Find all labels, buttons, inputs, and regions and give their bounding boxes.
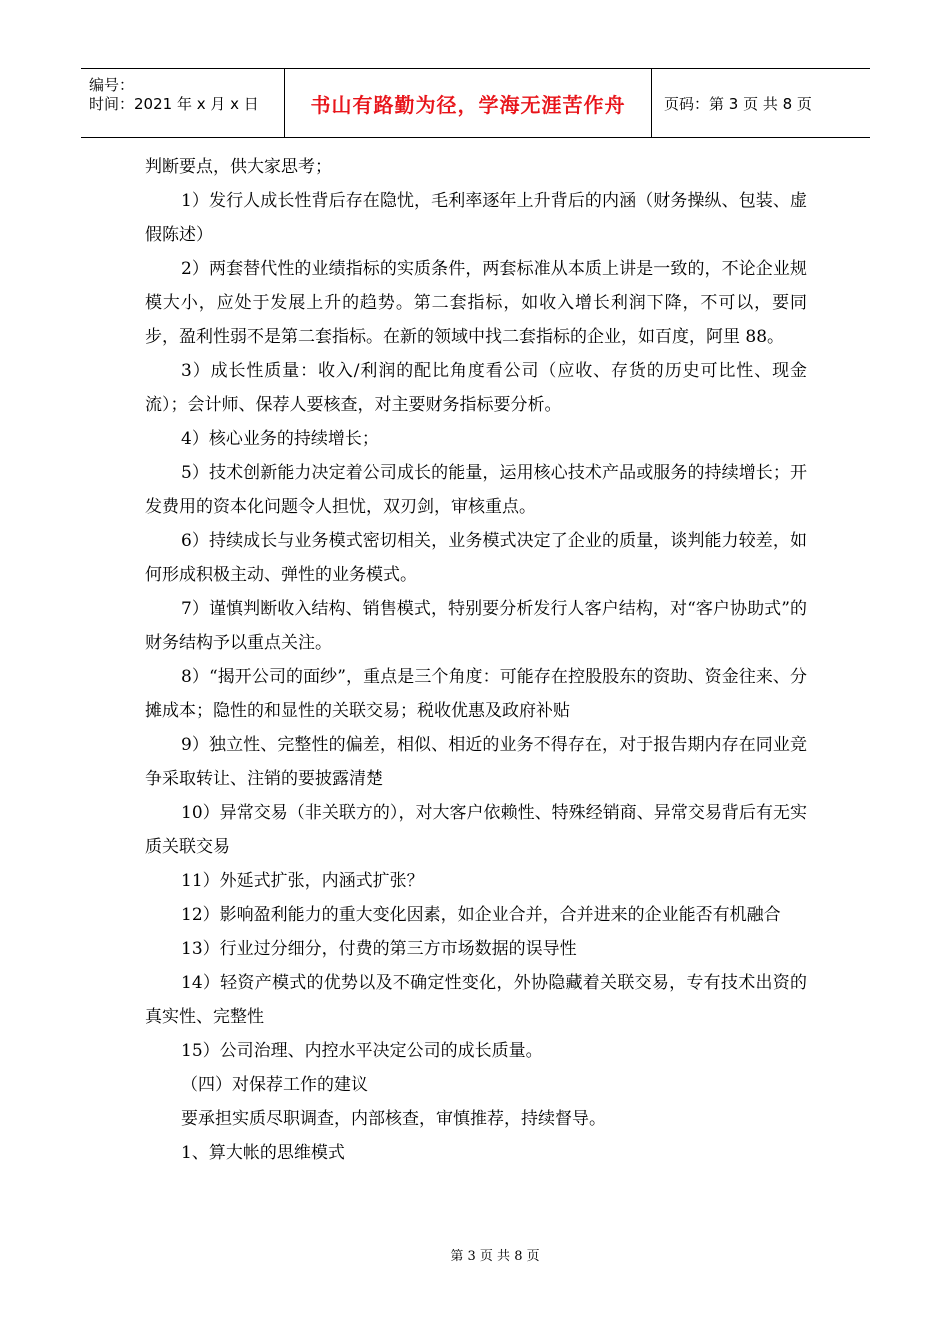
- paragraph: 8）“揭开公司的面纱”，重点是三个角度：可能存在控股股东的资助、资金往来、分摊成本；隐性的和显性的关联交易；税收优惠及政府补贴: [145, 667, 807, 721]
- paragraph: 要承担实质尽职调查，内部核查，审慎推荐，持续督导。: [181, 1109, 606, 1129]
- paragraph: 4）核心业务的持续增长；: [181, 429, 379, 449]
- paragraph: 6）持续成长与业务模式密切相关，业务模式决定了企业的质量，谈判能力较差，如何形成积极主动、弹性的业务模式。: [145, 531, 807, 585]
- document-body: [145, 150, 807, 1170]
- paragraph: 11）外延式扩张，内涵式扩张？: [181, 871, 424, 891]
- paragraph: 2）两套替代性的业绩指标的实质条件，两套标准从本质上讲是一致的，不论企业规模大小，应处于发展上升的趋势。第二套指标，如收入增长利润下降，不可以，要同步，盈利性弱不是第二套指标。在新的领域中找二套指标的企业，如百度，阿里 88。: [145, 259, 807, 347]
- paragraph: 1、算大帐的思维模式: [181, 1143, 345, 1163]
- motto: 书山有路勤为径，学海无涯苦作舟: [310, 92, 626, 117]
- paragraph: 10）异常交易（非关联方的），对大客户依赖性、特殊经销商、异常交易背后有无实质关联交易: [145, 803, 807, 857]
- paragraph: 14）轻资产模式的优势以及不确定性变化，外协隐藏着关联交易，专有技术出资的真实性、完整性: [145, 973, 807, 1027]
- header-page-info: 页码：第 3 页 共 8 页: [664, 94, 812, 113]
- paragraph: 9）独立性、完整性的偏差，相似、相近的业务不得存在，对于报告期内存在同业竞争采取转让、注销的要披露清楚: [145, 735, 807, 789]
- header-motto-cell: [285, 69, 652, 137]
- paragraph: 3）成长性质量：收入/利润的配比角度看公司（应收、存货的历史可比性、现金流）；会计师、保荐人要核查，对主要财务指标要分析。: [145, 361, 807, 415]
- paragraph: 15）公司治理、内控水平决定公司的成长质量。: [181, 1041, 543, 1061]
- paragraph: 7）谨慎判断收入结构、销售模式，特别要分析发行人客户结构，对“客户协助式”的财务结构予以重点关注。: [145, 599, 807, 653]
- paragraph: 12）影响盈利能力的重大变化因素，如企业合并，合并进来的企业能否有机融合: [181, 905, 781, 925]
- page-footer: [0, 1245, 950, 1264]
- header-meta-cell: [81, 69, 285, 137]
- paragraph: 1）发行人成长性背后存在隐忧，毛利率逐年上升背后的内涵（财务操纵、包装、虚假陈述）: [145, 191, 807, 245]
- paragraph: （四）对保荐工作的建议: [181, 1075, 368, 1095]
- paragraph: 判断要点，供大家思考；: [145, 157, 332, 177]
- paragraph: 13）行业过分细分，付费的第三方市场数据的误导性: [181, 939, 577, 959]
- date-line: 时间：2021 年 x 月 x 日: [89, 95, 259, 113]
- paragraph: 5）技术创新能力决定着公司成长的能量，运用核心技术产品或服务的持续增长；开发费用的资本化问题令人担忧，双刃剑，审核重点。: [145, 463, 807, 517]
- code-label: 编号：: [89, 76, 135, 94]
- footer-page-number: 第 3 页 共 8 页: [450, 1249, 540, 1264]
- header-table: [81, 68, 870, 138]
